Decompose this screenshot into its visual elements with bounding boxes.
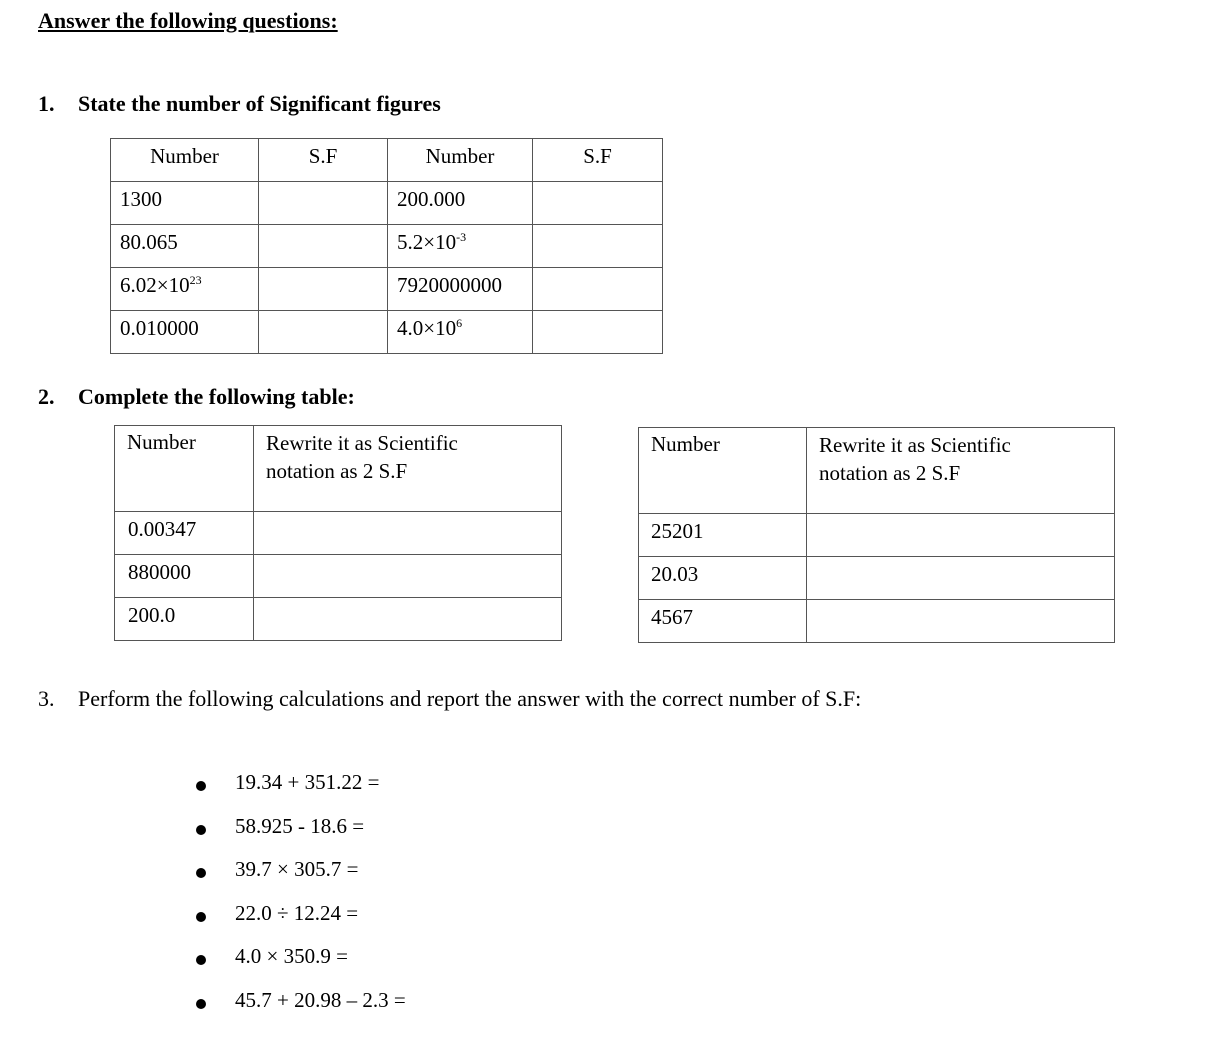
answer-cell[interactable] — [259, 311, 388, 354]
number-cell — [388, 182, 533, 225]
header-rewrite-line1: Rewrite it as Scientific — [819, 433, 1011, 457]
bullet-icon — [196, 825, 206, 835]
number-value: 1300 — [120, 187, 162, 211]
number-cell — [111, 311, 259, 354]
number-value: 80.065 — [120, 230, 178, 254]
header-cell — [254, 426, 562, 512]
header-cell — [807, 428, 1115, 514]
exponent: 6 — [456, 316, 463, 330]
header-cell — [388, 139, 533, 182]
table-row — [111, 311, 663, 354]
scientific-notation-table-right — [638, 427, 1115, 643]
table-row — [115, 555, 562, 598]
list-item — [196, 944, 406, 988]
table-row — [115, 512, 562, 555]
number-cell — [115, 598, 254, 641]
number-value: 20.03 — [651, 562, 699, 586]
question-2-number: 2. — [38, 384, 55, 409]
answer-cell[interactable] — [807, 600, 1115, 643]
table-row — [639, 514, 1115, 557]
number-cell — [639, 514, 807, 557]
question-2-title: Complete the following table: — [78, 384, 355, 409]
header-cell — [111, 139, 259, 182]
exponent: 23 — [189, 273, 202, 287]
number-cell — [388, 268, 533, 311]
answer-cell[interactable] — [807, 514, 1115, 557]
calculation-text: 4.0 × 350.9 = — [235, 944, 348, 969]
table-row — [111, 268, 663, 311]
number-value: 200.0 — [128, 603, 176, 627]
table-header-row — [111, 139, 663, 182]
calculation-text: 39.7 × 305.7 = — [235, 857, 359, 882]
number-cell — [639, 600, 807, 643]
table-row — [111, 182, 663, 225]
list-item — [196, 988, 406, 1032]
number-cell — [111, 268, 259, 311]
list-item — [196, 770, 406, 814]
calculation-text: 22.0 ÷ 12.24 = — [235, 900, 359, 925]
table-row — [639, 600, 1115, 643]
number-value: 0.00347 — [128, 517, 197, 541]
list-item — [196, 901, 406, 945]
table-row — [639, 557, 1115, 600]
number-cell — [388, 225, 533, 268]
number-value: 0.010000 — [120, 316, 199, 340]
header-rewrite-line2: notation as 2 S.F — [266, 459, 408, 483]
bullet-icon — [196, 868, 206, 878]
bullet-icon — [196, 912, 206, 922]
question-1-title: State the number of Significant figures — [78, 91, 441, 116]
calculation-text: 19.34 + 351.22 = — [235, 770, 380, 794]
calculation-text: 45.7 + 20.98 – 2.3 = — [235, 987, 406, 1012]
page-heading: Answer the following questions: — [38, 8, 338, 33]
question-3-number: 3. — [38, 686, 55, 711]
number-value: 200.000 — [397, 187, 466, 211]
calculation-list — [196, 770, 406, 1032]
bullet-icon — [196, 999, 206, 1009]
header-number: Number — [127, 430, 196, 454]
list-item — [196, 857, 406, 901]
question-3-title: Perform the following calculations and report the answer with the correct number of S.F: — [78, 686, 862, 711]
answer-cell[interactable] — [254, 512, 562, 555]
header-cell — [115, 426, 254, 512]
number-cell — [639, 557, 807, 600]
answer-cell[interactable] — [533, 225, 663, 268]
number-cell — [388, 311, 533, 354]
header-sf-1: S.F — [308, 144, 338, 168]
header-rewrite-line1: Rewrite it as Scientific — [266, 431, 458, 455]
number-value: 4567 — [651, 605, 693, 629]
number-value: 7920000000 — [397, 273, 502, 297]
table-row — [115, 598, 562, 641]
answer-cell[interactable] — [533, 268, 663, 311]
list-item — [196, 814, 406, 858]
answer-cell[interactable] — [533, 182, 663, 225]
number-value: 4.0×10 — [397, 316, 457, 340]
number-cell — [115, 512, 254, 555]
number-cell — [111, 225, 259, 268]
number-value: 6.02×10 — [120, 273, 190, 297]
calculation-text: 58.925 - 18.6 = — [235, 813, 365, 838]
header-cell — [533, 139, 663, 182]
answer-cell[interactable] — [254, 598, 562, 641]
header-cell — [639, 428, 807, 514]
number-value: 5.2×10 — [397, 230, 457, 254]
table-row — [111, 225, 663, 268]
number-value: 25201 — [651, 519, 704, 543]
bullet-icon — [196, 781, 206, 791]
header-number-1: Number — [150, 144, 219, 168]
number-cell — [115, 555, 254, 598]
header-sf-2: S.F — [583, 144, 612, 168]
exponent: -3 — [456, 230, 467, 244]
answer-cell[interactable] — [259, 268, 388, 311]
answer-cell[interactable] — [259, 182, 388, 225]
question-1-number: 1. — [38, 91, 55, 116]
bullet-icon — [196, 955, 206, 965]
answer-cell[interactable] — [807, 557, 1115, 600]
number-cell — [111, 182, 259, 225]
table-header-row — [115, 426, 562, 512]
header-number: Number — [651, 432, 720, 456]
header-rewrite-line2: notation as 2 S.F — [819, 461, 961, 485]
answer-cell[interactable] — [259, 225, 388, 268]
header-cell — [259, 139, 388, 182]
answer-cell[interactable] — [254, 555, 562, 598]
answer-cell[interactable] — [533, 311, 663, 354]
scientific-notation-table-left — [114, 425, 562, 641]
table-header-row — [639, 428, 1115, 514]
number-value: 880000 — [128, 560, 191, 584]
sig-fig-table — [110, 138, 663, 354]
header-number-2: Number — [425, 144, 495, 168]
